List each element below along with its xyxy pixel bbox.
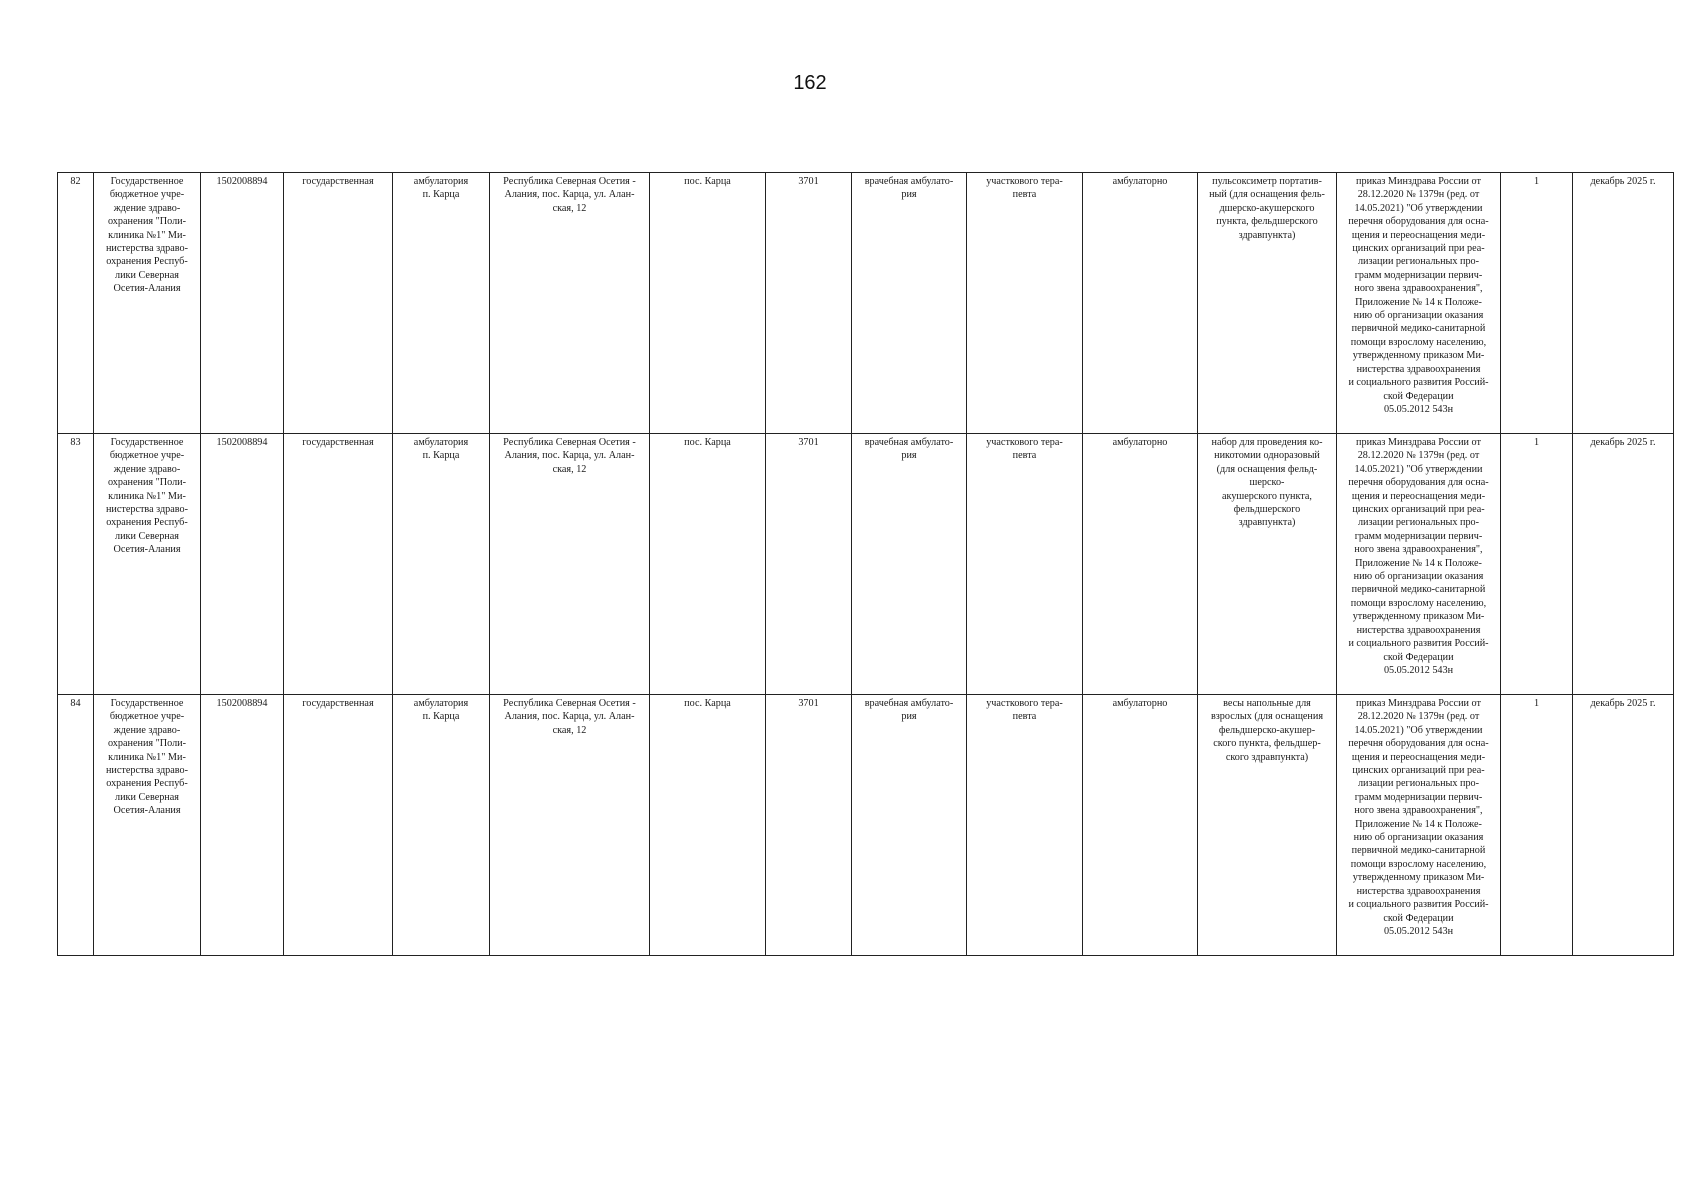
cell-quantity: 1 <box>1501 434 1573 695</box>
cell-deadline: декабрь 2025 г. <box>1573 434 1674 695</box>
cell-unit-type: врачебная амбулато- рия <box>852 695 967 956</box>
cell-institution: Государственное бюджетное учре- ждение здраво- охранения "Поли- клиника №1" Ми- нистерства здраво- охранения Респуб- лики Северная Осетия-Алания <box>94 434 201 695</box>
cell-ownership: государственная <box>284 434 393 695</box>
cell-unit: амбулатория п. Карца <box>393 434 490 695</box>
cell-basis: приказ Минздрава России от 28.12.2020 № 1379н (ред. от 14.05.2021) "Об утверждении перечня оборудования для осна- щения и переоснащения меди- цинских организаций при реа- лизации региональных про- грамм модернизации первич- ного звена здравоохранения", Приложение № 14 к Положе- нию об организации оказания первичной медико-санитарной помощи взрослому населению, утвержденному приказом Ми- нистерства здравоохранения и социального развития Россий- ской Федерации 05.05.2012 543н <box>1337 434 1501 695</box>
cell-settlement: пос. Карца <box>650 695 766 956</box>
cell-equipment: весы напольные для взрослых (для оснащения фельдшерско-акушер- ского пункта, фельдшер- ского здравпункта) <box>1198 695 1337 956</box>
cell-unit-type: врачебная амбулато- рия <box>852 434 967 695</box>
cell-ownership: государственная <box>284 173 393 434</box>
cell-position: участкового тера- певта <box>967 695 1083 956</box>
cell-basis: приказ Минздрава России от 28.12.2020 № 1379н (ред. от 14.05.2021) "Об утверждении перечня оборудования для осна- щения и переоснащения меди- цинских организаций при реа- лизации региональных про- грамм модернизации первич- ного звена здравоохранения", Приложение № 14 к Положе- нию об организации оказания первичной медико-санитарной помощи взрослому населению, утвержденному приказом Ми- нистерства здравоохранения и социального развития Россий- ской Федерации 05.05.2012 543н <box>1337 173 1501 434</box>
cell-address: Республика Северная Осетия - Алания, пос. Карца, ул. Алан- ская, 12 <box>490 173 650 434</box>
cell-unit: амбулатория п. Карца <box>393 173 490 434</box>
cell-equipment: набор для проведения ко- никотомии одноразовый (для оснащения фельд- шерско- акушерского пункта, фельдшерского здравпункта) <box>1198 434 1337 695</box>
cell-care-form: амбулаторно <box>1083 173 1198 434</box>
cell-quantity: 1 <box>1501 695 1573 956</box>
cell-settlement: пос. Карца <box>650 173 766 434</box>
cell-institution: Государственное бюджетное учре- ждение здраво- охранения "Поли- клиника №1" Ми- нистерства здраво- охранения Респуб- лики Северная Осетия-Алания <box>94 173 201 434</box>
cell-equipment: пульсоксиметр портатив- ный (для оснащения фель- дшерско-акушерского пункта, фельдшерского здравпункта) <box>1198 173 1337 434</box>
table-row <box>58 434 1674 695</box>
cell-number: 84 <box>58 695 94 956</box>
cell-unit-type: врачебная амбулато- рия <box>852 173 967 434</box>
cell-population: 3701 <box>766 695 852 956</box>
cell-deadline: декабрь 2025 г. <box>1573 173 1674 434</box>
cell-population: 3701 <box>766 434 852 695</box>
cell-deadline: декабрь 2025 г. <box>1573 695 1674 956</box>
cell-address: Республика Северная Осетия - Алания, пос. Карца, ул. Алан- ская, 12 <box>490 695 650 956</box>
cell-inn: 1502008894 <box>201 434 284 695</box>
cell-care-form: амбулаторно <box>1083 695 1198 956</box>
cell-position: участкового тера- певта <box>967 434 1083 695</box>
cell-inn: 1502008894 <box>201 695 284 956</box>
cell-address: Республика Северная Осетия - Алания, пос. Карца, ул. Алан- ская, 12 <box>490 434 650 695</box>
cell-unit: амбулатория п. Карца <box>393 695 490 956</box>
cell-number: 83 <box>58 434 94 695</box>
table-row <box>58 173 1674 434</box>
cell-institution: Государственное бюджетное учре- ждение здраво- охранения "Поли- клиника №1" Ми- нистерства здраво- охранения Респуб- лики Северная Осетия-Алания <box>94 695 201 956</box>
cell-population: 3701 <box>766 173 852 434</box>
cell-inn: 1502008894 <box>201 173 284 434</box>
table-row <box>58 695 1674 956</box>
cell-settlement: пос. Карца <box>650 434 766 695</box>
page-number: 162 <box>793 72 827 94</box>
cell-position: участкового тера- певта <box>967 173 1083 434</box>
cell-quantity: 1 <box>1501 173 1573 434</box>
cell-basis: приказ Минздрава России от 28.12.2020 № 1379н (ред. от 14.05.2021) "Об утверждении перечня оборудования для осна- щения и переоснащения меди- цинских организаций при реа- лизации региональных про- грамм модернизации первич- ного звена здравоохранения", Приложение № 14 к Положе- нию об организации оказания первичной медико-санитарной помощи взрослому населению, утвержденному приказом Ми- нистерства здравоохранения и социального развития Россий- ской Федерации 05.05.2012 543н <box>1337 695 1501 956</box>
cell-care-form: амбулаторно <box>1083 434 1198 695</box>
cell-ownership: государственная <box>284 695 393 956</box>
equipment-table <box>57 172 1674 956</box>
cell-number: 82 <box>58 173 94 434</box>
